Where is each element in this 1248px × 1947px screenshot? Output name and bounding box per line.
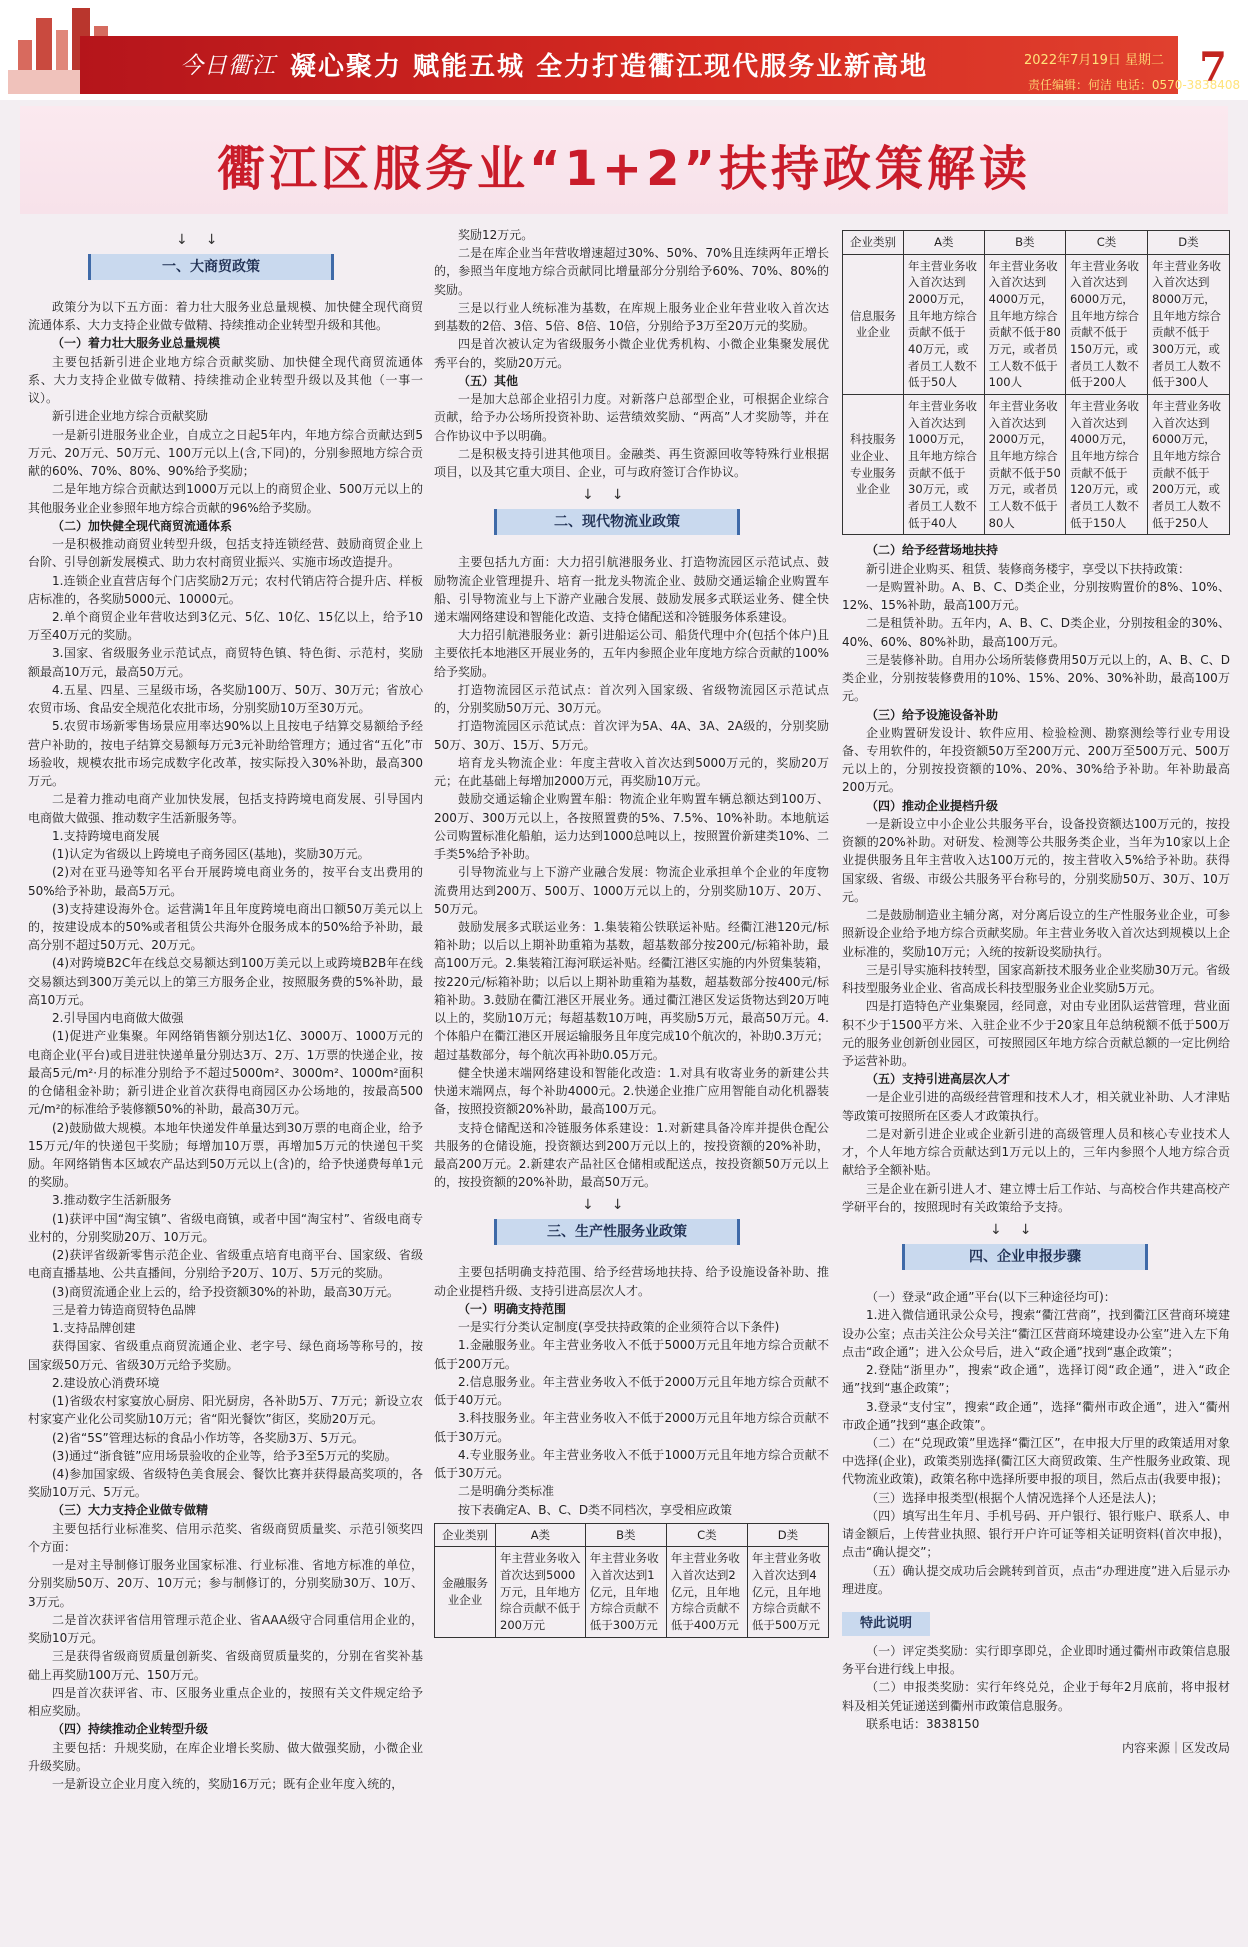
paragraph: 4.专业服务业。年主营业务收入不低于1000万元且年地方综合贡献不低于30万元。	[434, 1447, 829, 1481]
paragraph: 鼓励发展多式联运业务：1.集装箱公铁联运补贴。经衢江港120元/标箱补助；以后以上期补助重箱为基数，超基数部分按200元/标箱补助，最高100万元。2.集装箱江海河联运补贴。经衢江港区实施的内外贸集装箱，按220元/标箱补助；以后以上期补助重箱为基数，超基数部分按400元/标箱补助。3.鼓励在衢江港区开展业务。通过衢江港区发运货物达到20万吨以上的，奖励10万元；每超基数10万吨，再奖励5万元，最高50万元。4.个体船户在衢江港区开展运输服务且年度完成10个航次的，补助0.3万元；超过基数部分，每个航次再补助0.05万元。	[434, 919, 829, 1062]
table-header: 企业类别	[435, 1523, 496, 1547]
section-title: 一、大商贸政策	[88, 254, 334, 280]
section-title: 四、企业申报步骤	[902, 1244, 1148, 1270]
paragraph: 政策分为以下五方面：着力壮大服务业总量规模、加快健全现代商贸流通体系、大力支持企业做专做精、持续推动企业转型升级和其他。	[28, 300, 423, 333]
paragraph: 主要包括九方面：大力招引航港服务业、打造物流园区示范试点、鼓励物流企业管理提升、培育一批龙头物流企业、鼓励交通运输企业购置车船、引导物流业与上下游产业融合发展、鼓励发展多式联运业务、健全快递末端网络建设和智能化改造、支持仓储配送和冷链服务体系建设。	[434, 555, 829, 624]
table-cell: 年主营业务收入首次达到5000万元，且年地方综合贡献不低于200万元	[496, 1547, 586, 1637]
paragraph: (2)鼓励做大规模。本地年快递发件单量达到30万票的电商企业，给予15万元/年的快递包干奖励；每增加10万票，再增加5万元的快递包干奖励。年网络销售本区域农产品达到50万元以上(含)的，给予快递费每单1元的奖励。	[28, 1120, 423, 1190]
paragraph: 1.金融服务业。年主营业务收入不低于5000万元且年地方综合贡献不低于200万元。	[434, 1338, 829, 1371]
paragraph: （三）选择申报类型(根据个人情况选择个人还是法人)；	[866, 1490, 1164, 1505]
table-cell: 年主营业务收入首次达到6000万元，且年地方综合贡献不低于200万元，或者员工人数不低于250人	[1147, 395, 1229, 535]
table-header: B类	[585, 1523, 666, 1547]
paragraph: 新引进企业地方综合贡献奖励	[52, 409, 209, 424]
paragraph: 二是在库企业当年营收增速超过30%、50%、70%且连续两年正增长的，参照当年度地方综合贡献同比增量部分分别给予60%、70%、80%的奖励。	[434, 246, 829, 297]
table-header: C类	[1065, 231, 1147, 255]
table-row-header: 信息服务业企业	[843, 254, 904, 394]
paragraph: 三是获得省级商贸质量创新奖、省级商贸质量奖的，分别在省奖补基础上再奖励100万元、150万元。	[28, 1649, 423, 1682]
section-heading-2	[434, 485, 829, 543]
subheading: （二）给予经营场地扶持	[866, 543, 999, 558]
paragraph: 二是明确分类标准	[458, 1484, 555, 1499]
subheading: （四）推动企业提档升级	[866, 798, 999, 813]
paragraph: 四是首次获评省、市、区服务业重点企业的，按照有关文件规定给予相应奖励。	[28, 1685, 423, 1719]
down-arrow-icon: ↓↓	[582, 487, 642, 504]
contact-phone: 联系电话：3838150	[866, 1716, 980, 1731]
paragraph: 支持仓储配送和冷链服务体系建设：1.对新建具备冷库并提供仓配公共服务的仓储设施，投资额达到200万元以上的，按投资额的20%补助，最高200万元。2.新建农产品社区仓储相或配送点，按投资额50万元以上的，按投资额的20%补助，最高50万元。	[434, 1120, 829, 1190]
paragraph: 三是引导实施科技转型，国家高新技术服务业企业奖励30万元。省级科技型服务业企业、省高成长科技型服务业企业奖励5万元。	[842, 962, 1230, 996]
table-header: 企业类别	[843, 231, 904, 255]
paragraph: (2)对在亚马逊等知名平台开展跨境电商业务的，按平台支出费用的50%给予补助，最高5万元。	[28, 865, 423, 898]
down-arrow-icon: ↓↓	[582, 1197, 642, 1214]
column-3	[842, 226, 1230, 1757]
paragraph: 1.连锁企业直营店每个门店奖励2万元；农村代销店符合提升店、样板店标准的，各奖励5000元、10000元。	[28, 573, 423, 606]
paragraph: 获得国家、省级重点商贸流通企业、老字号、绿色商场等称号的，按国家级50万元、省级30万元给予奖励。	[28, 1339, 423, 1372]
paragraph: 企业购置研发设计、软件应用、检验检测、勘察测绘等行业专用设备、专用软件的，年投资额50万至200万元、200万至500万元、500万元以上的，分别按投资额的10%、20%、30%给予补助。年补助最高200万元。	[842, 725, 1230, 795]
table-cell: 年主营业务收入首次达到2亿元，且年地方综合贡献不低于400万元	[666, 1547, 747, 1637]
paragraph: 四是打造特色产业集聚园，经同意，对由专业团队运营管理，营业面积不少于1500平方米、入驻企业不少于20家且年总纳税额不低于500万元的服务业创新创业园区，可按照园区年地方综合贡献总额的一定比例给予运营补助。	[842, 999, 1230, 1068]
paragraph: （五）确认提交成功后会跳转到首页，点击“办理进度”进入后显示办理进度。	[842, 1563, 1230, 1596]
table-cell: 年主营业务收入首次达到2000万元，且年地方综合贡献不低于50万元，或者员工人数不低于80人	[984, 395, 1065, 535]
table-row	[435, 1547, 829, 1637]
table-header: A类	[904, 231, 985, 255]
table-cell: 年主营业务收入首次达到1000万元，且年地方综合贡献不低于30万元，或者员工人数不低于40人	[904, 395, 985, 535]
paragraph: 按下表确定A、B、C、D类不同档次，享受相应政策	[458, 1502, 733, 1517]
paragraph: 2.信息服务业。年主营业务收入不低于2000万元且年地方综合贡献不低于40万元。	[434, 1374, 829, 1408]
section-heading-3	[434, 1195, 829, 1253]
paragraph: (2)获评省级新零售示范企业、省级重点培育电商平台、国家级、省级电商直播基地、公共直播间，分别给予20万、10万、5万元的奖励。	[28, 1248, 423, 1281]
paragraph: 三是着力铸造商贸特色品牌	[52, 1302, 197, 1317]
column-1	[28, 226, 423, 1793]
paragraph: (1)省级农村家宴放心厨房、阳光厨房，各补助5万、7万元；新设立农村家宴产业化公司奖励10万元；省“阳光餐饮”街区，奖励20万元。	[28, 1394, 423, 1427]
newspaper-logo: 今日衢江	[180, 53, 276, 79]
finance-category-table	[434, 1523, 829, 1638]
paragraph: 5.农贸市场新零售场景应用率达90%以上且按电子结算交易额给予经营户补助的，按电子结算交易额每万元3元补助给管理方；通过省“五化”市场验收，规模农批市场完成数字化改革，按实际投入30%补助，最高300万元。	[28, 719, 423, 789]
paragraph: 奖励12万元。	[458, 228, 534, 242]
header-headline: 凝心聚力 赋能五城 全力打造衢江现代服务业新高地	[290, 52, 929, 82]
paragraph: 健全快递末端网络建设和智能化改造：1.对具有收寄业务的新建公共快递末端网点，每个补助4000元。2.快递企业推广应用智能自动化机器装备，按照投资额20%补助，最高100万元。	[434, 1065, 829, 1117]
paragraph: (3)商贸流通企业上云的，给予投资额30%的补助，最高30万元。	[52, 1284, 399, 1299]
table-row	[843, 395, 1230, 535]
paragraph: 一是购置补助。A、B、C、D类企业，分别按购置价的8%、10%、12%、15%补助，最高100万元。	[842, 579, 1230, 613]
paragraph: 一是新设立中小企业公共服务平台，设备投资额达100万元的，按投资额的20%补助。对研发、检测等公共服务类企业，当年为10家以上企业提供服务且年主营收入达100万元的，按主营收入5%给予补助。获得国家级、省级、市级公共服务平台称号的，分别奖励50万、30万、10万元。	[842, 816, 1230, 904]
table-row-header: 科技服务业企业、专业服务业企业	[843, 395, 904, 535]
paragraph: 一是对主导制修订服务业国家标准、行业标准、省地方标准的单位，分别奖励50万、20万、10万元；参与制修订的，分别奖励30万、10万、3万元。	[28, 1558, 423, 1609]
table-cell: 年主营业务收入首次达到4000万元，且年地方综合贡献不低于80万元，或者员工人数不低于100人	[984, 254, 1065, 394]
paragraph: 3.推动数字生活新服务	[52, 1193, 172, 1208]
info-tech-category-table	[842, 230, 1230, 535]
paragraph: 一是积极推动商贸业转型升级，包括支持连锁经营、鼓励商贸企业上台阶、引导创新发展模式、助力农村商贸业振兴、实施市场改造提升。	[28, 537, 423, 570]
paragraph: 1.支持跨境电商发展	[52, 828, 160, 843]
paragraph: （四）填写出生年月、手机号码、开户银行、银行账户、联系人、申请金额后，上传营业执照、银行开户许可证等相关证明资料(首次申报)，点击“确认提交”；	[842, 1508, 1230, 1560]
subheading: （二）加快健全现代商贸流通体系	[52, 518, 233, 533]
paragraph: 四是首次被认定为省级服务小微企业优秀机构、小微企业集聚发展优秀平台的，奖励20万元。	[434, 337, 829, 370]
paragraph: 二是租赁补助。五年内，A、B、C、D类企业，分别按租金的30%、40%、60%、80%补助，最高100万元。	[842, 616, 1230, 649]
subheading: （五）其他	[458, 373, 519, 388]
paragraph: 1.支持品牌创建	[52, 1321, 136, 1336]
paragraph: 主要包括新引进企业地方综合贡献奖励、加快健全现代商贸流通体系、大力支持企业做专做精、持续推动企业转型升级以及其他（一事一议）。	[28, 354, 423, 406]
table-cell: 年主营业务收入首次达到4亿元，且年地方综合贡献不低于500万元	[747, 1547, 828, 1637]
paragraph: (3)通过“浙食链”应用场景验收的企业等，给予3至5万元的奖励。	[52, 1448, 397, 1463]
table-cell: 年主营业务收入首次达到2000万元，且年地方综合贡献不低于40万元，或者员工人数不低于50人	[904, 254, 985, 394]
table-header: C类	[666, 1523, 747, 1547]
paragraph: 2.建设放心消费环境	[52, 1375, 160, 1390]
paragraph: (1)认定为省级以上跨境电子商务园区(基地)，奖励30万元。	[52, 847, 370, 862]
masthead	[0, 0, 1248, 100]
special-note-heading	[842, 1612, 1230, 1636]
paragraph: 二是着力推动电商产业加快发展，包括支持跨境电商发展、引导国内电商做大做强、推动数字生活新服务等。	[28, 792, 423, 825]
paragraph: 二是首次获评省信用管理示范企业、省AAA级守合同重信用企业的，奖励10万元。	[28, 1612, 423, 1646]
paragraph: 1.进入微信通讯录公众号，搜索“衢江营商”，找到衢江区营商环境建设办公室；点击关注公众号关注“衢江区营商环境建设办公室”进入左下角点击“政企通”；进入公众号后，进入“政企通”找到“惠企政策”；	[842, 1308, 1230, 1359]
paragraph: 鼓励交通运输企业购置车船：物流企业年购置车辆总额达到100万、200万、300万元以上，各按照置费的5%、7.5%、10%补助。本地航运公司购置标准化船舶，运力达到1000总吨以上，按照置价新建类10%、二手类5%给予补助。	[434, 792, 829, 862]
table-cell: 年主营业务收入首次达到1亿元，且年地方综合贡献不低于300万元	[585, 1547, 666, 1637]
paragraph: 一是新引进服务业企业，自成立之日起5年内，年地方综合贡献达到5万元、20万元、50万元、100万元以上(含,下同)的，分别参照地方综合贡献的60%、70%、80%、90%给予奖励；	[28, 427, 423, 479]
paragraph: 一是新设立企业月度入统的，奖励16万元；既有企业年度入统的，	[52, 1776, 404, 1791]
title-band	[20, 106, 1228, 214]
paragraph: 培育龙头物流企业：年度主营收入首次达到5000万元的，奖励20万元；在此基础上每增加2000万元，再奖励10万元。	[434, 755, 829, 789]
paragraph: (4)对跨境B2C年在线总交易额达到100万美元以上或跨境B2B年在线交易额达到300万美元以上的第三方服务企业，按照服务费的5%补助，最高10万元。	[28, 956, 423, 1007]
paragraph: 二是鼓励制造业主辅分离，对分离后设立的生产性服务业企业，可参照新设企业给予地方综合贡献奖励。年主营业务收入首次达到规模以上企业标准的，奖励10万元；入统的按新设奖励执行。	[842, 908, 1230, 959]
paragraph: （一）评定类奖励：实行即享即兑，企业即时通过衢州市政策信息服务平台进行线上申报。	[842, 1643, 1230, 1677]
table-header: B类	[984, 231, 1065, 255]
issue-date: 2022年7月19日 星期二	[1024, 53, 1165, 68]
paragraph: 引导物流业与上下游产业融合发展：物流企业承担单个企业的年度物流费用达到200万、500万、1000万元以上的，分别奖励10万、20万、50万元。	[434, 865, 829, 916]
paragraph: 一是实行分类认定制度(享受扶持政策的企业须符合以下条件)	[458, 1320, 780, 1335]
paragraph: 3.登录“支付宝”，搜索“政企通”，选择“衢州市政企通”，进入“衢州市政企通”找到“惠企政策”。	[842, 1399, 1230, 1432]
paragraph: 新引进企业购买、租赁、装修商务楼宇，享受以下扶持政策：	[866, 561, 1191, 576]
paragraph: 2.单个商贸企业年营收达到3亿元、5亿、10亿、15亿以上，给予10万至40万元的奖励。	[28, 609, 423, 643]
paragraph: 二是积极支持引进其他项目。金融类、再生资源回收等特殊行业根据项目，以及其它重大项目、企业，可与政府签订合作协议。	[434, 446, 829, 480]
paragraph: 打造物流园区示范试点：首次列入国家级、省级物流园区示范试点的，分别奖励50万元、30万元。	[434, 682, 829, 716]
section-heading-1	[28, 230, 423, 288]
table-row	[843, 254, 1230, 394]
paragraph: (2)省“5S”管理达标的食品小作坊等，各奖励3万、5万元。	[52, 1430, 364, 1445]
paragraph: （二）申报类奖励：实行年终兑兑，企业于每年2月底前，将申报材料及相关凭证递送到衢州市政策信息服务。	[842, 1680, 1230, 1713]
paragraph: (4)参加国家级、省级特色美食展会、餐饮比赛并获得最高奖项的，各奖励10万元、5万元。	[28, 1467, 423, 1500]
paragraph: 二是年地方综合贡献达到1000万元以上的商贸企业、500万元以上的其他服务业企业参照年地方综合贡献的96%给予奖励。	[28, 482, 423, 515]
table-header-row	[843, 231, 1230, 255]
paragraph: 打造物流园区示范试点：首次评为5A、4A、3A、2A级的，分别奖励50万、30万、15万、5万元。	[434, 719, 829, 752]
section-title: 二、现代物流业政策	[494, 509, 740, 535]
table-header: D类	[1147, 231, 1229, 255]
table-cell: 年主营业务收入首次达到8000万元，且年地方综合贡献不低于300万元，或者员工人数不低于300人	[1147, 254, 1229, 394]
paragraph: 4.五星、四星、三星级市场，各奖励100万、50万、30万元；省放心农贸市场、食品安全规范化农批市场，分别奖励10万至30万元。	[28, 682, 423, 716]
special-note-label: 特此说明	[842, 1612, 930, 1636]
paragraph: 主要包括：升规奖励，在库企业增长奖励、做大做强奖励，小微企业升级奖励。	[28, 1740, 423, 1773]
subheading: （一）明确支持范围	[458, 1301, 567, 1316]
editor-contact: 责任编辑：何洁 电话：0570-3838408	[1028, 78, 1241, 92]
paragraph: 一是企业引进的高级经营管理和技术人才，相关就业补助、人才津贴等政策可按照所在区委人才政策执行。	[842, 1090, 1230, 1123]
subheading: （三）给予设施设备补助	[866, 707, 999, 722]
down-arrow-icon: ↓↓	[990, 1222, 1050, 1239]
paragraph: 三是企业在新引进人才、建立博士后工作站、与高校合作共建高校产学研平台的，按照现时有关政策给予支持。	[842, 1181, 1230, 1214]
paragraph: （一）登录“政企通”平台(以下三种途径均可)：	[866, 1290, 1116, 1305]
page-title: 衢江区服务业“1+2”扶持政策解读	[216, 141, 1032, 197]
paragraph: 大力招引航港服务业：新引进船运公司、船货代理中介(包括个体户)且主要依托本地港区开展业务的，五年内参照企业年度地方综合贡献的100%给予奖励。	[434, 628, 829, 679]
table-row-header: 金融服务业企业	[435, 1547, 496, 1637]
table-header-row	[435, 1523, 829, 1547]
page-number: 7	[1199, 44, 1227, 91]
paragraph: 2.登陆“浙里办”，搜索“政企通”，选择订阅“政企通”，进入“政企通”找到“惠企政策”；	[842, 1363, 1230, 1396]
column-2	[434, 226, 829, 1644]
subheading: （五）支持引进高层次人才	[866, 1072, 1011, 1087]
paragraph: 三是以行业人统标准为基数，在库规上服务业企业年营业收入首次达到基数的2倍、3倍、5倍、8倍、10倍，分别给予3万至20万元的奖励。	[434, 300, 829, 334]
section-heading-4	[842, 1220, 1230, 1278]
subheading: （三）大力支持企业做专做精	[52, 1503, 209, 1518]
paragraph: 主要包括行业标准奖、信用示范奖、省级商贸质量奖、示范引领奖四个方面：	[28, 1521, 423, 1554]
paragraph: (1)促进产业集聚。年网络销售额分别达1亿、3000万、1000万元的电商企业(平台)或目进驻快递单量分别达3万、2万、1万票的快递企业，按最高5元/m²·月的标准分别给予不超过5000m²、3000m²、1000m²面积的仓储租金补助；新引进企业首次获得电商园区办公场地的，按最高500元/m²的标准给予装修额50%的补助，最高30万元。	[28, 1029, 423, 1117]
table-header: A类	[496, 1523, 586, 1547]
table-cell: 年主营业务收入首次达到4000万元，且年地方综合贡献不低于120万元，或者员工人数不低于150人	[1065, 395, 1147, 535]
table-cell: 年主营业务收入首次达到6000万元，且年地方综合贡献不低于150万元，或者员工人数不低于200人	[1065, 254, 1147, 394]
paragraph: 二是对新引进企业或企业新引进的高级管理人员和核心专业技术人才，个人年地方综合贡献达到1万元以上的，三年内参照个人地方综合贡献给予全额补贴。	[842, 1126, 1230, 1178]
paragraph: （二）在“兑现政策”里选择“衢江区”，在申报大厅里的政策适用对象中选择(企业)，政策类别选择(衢江区大商贸政策、生产性服务业政策、现代物流业政策)，政策名称中选择所要申报的项目，然后点击(我要申报)；	[842, 1435, 1230, 1487]
subheading: （一）着力壮大服务业总量规模	[52, 336, 221, 351]
paragraph: (3)支持建设海外仓。运营满1年且年度跨境电商出口额50万美元以上的，按建设成本的50%或者租赁公共海外仓服务成本的50%给予补助，最高分别不超过50万元、20万元。	[28, 901, 423, 953]
paragraph: 主要包括明确支持范围、给予经营场地扶持、给予设施设备补助、推动企业提档升级、支持引进高层次人才。	[434, 1265, 829, 1298]
paragraph: 3.国家、省级服务业示范试点，商贸特色镇、特色街、示范村，奖励额最高10万元，最高50万元。	[28, 646, 423, 679]
paragraph: 一是加大总部企业招引力度。对新落户总部型企业，可根据企业综合贡献，给予办公场所投资补助、运营绩效奖励、“两高”人才奖励等，并在合作协议中予以明确。	[434, 392, 829, 443]
paragraph: 三是装修补助。自用办公场所装修费用50万元以上的，A、B、C、D类企业，分别按装修费用的10%、15%、20%、30%补助，最高100万元。	[842, 652, 1230, 704]
section-title: 三、生产性服务业政策	[494, 1219, 740, 1245]
content-source: 内容来源｜区发改局	[1121, 1741, 1230, 1755]
down-arrow-icon: ↓↓	[176, 232, 236, 248]
paragraph: 2.引导国内电商做大做强	[52, 1011, 184, 1026]
subheading: （四）持续推动企业转型升级	[52, 1722, 209, 1737]
table-header: D类	[747, 1523, 828, 1547]
paragraph: 3.科技服务业。年主营业务收入不低于2000万元且年地方综合贡献不低于30万元。	[434, 1411, 829, 1444]
paragraph: (1)获评中国“淘宝镇”、省级电商镇，或者中国“淘宝村”、省级电商专业村的，分别奖励20万、10万元。	[28, 1211, 423, 1244]
